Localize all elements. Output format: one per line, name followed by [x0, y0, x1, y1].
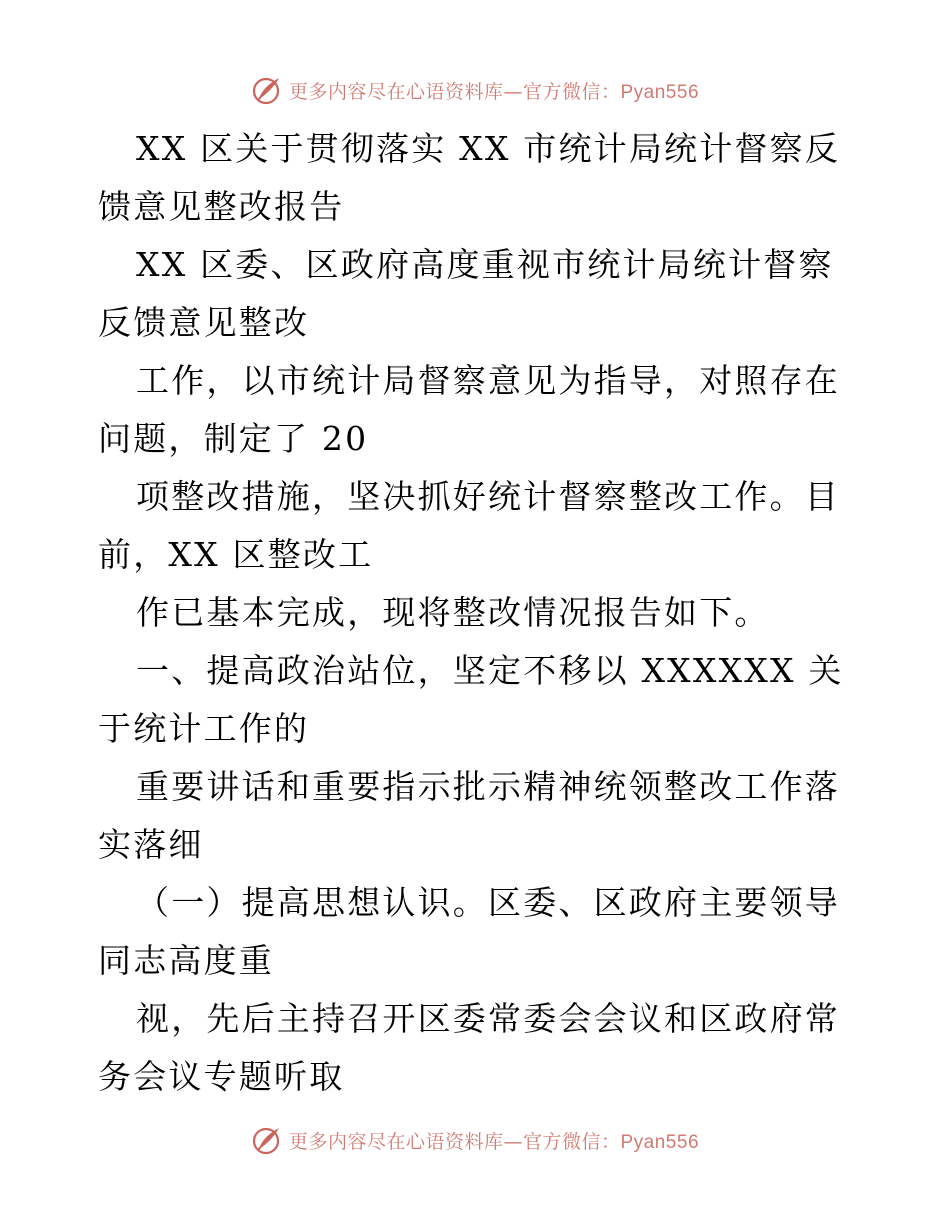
watermark-text: 更多内容尽在心语资料库—官方微信：Pyan556 — [288, 1130, 700, 1153]
paragraph: 工作，以市统计局督察意见为指导，对照存在问题，制定了 20 — [98, 361, 840, 458]
document-body — [98, 120, 858, 1106]
paragraph: 重要讲话和重要指示批示精神统领整改工作落实落细 — [98, 767, 840, 864]
quill-pen-logo-icon — [251, 1124, 283, 1156]
watermark-wechat-id: Pyan556 — [620, 1131, 700, 1153]
section-heading: 一、提高政治站位，坚定不移以 XXXXXX 关于统计工作的 — [98, 651, 844, 748]
watermark-text: 更多内容尽在心语资料库—官方微信：Pyan556 — [288, 80, 700, 103]
quill-pen-logo-icon — [251, 74, 283, 106]
paragraph: 项整改措施，坚决抓好统计督察整改工作。目前，XX 区整改工 — [98, 477, 840, 574]
paragraph: 视，先后主持召开区委常委会会议和区政府常务会议专题听取 — [98, 999, 840, 1096]
paragraph: XX 区委、区政府高度重视市统计局统计督察反馈意见整改 — [98, 245, 834, 342]
document-title: XX 区关于贯彻落实 XX 市统计局统计督察反馈意见整改报告 — [98, 129, 841, 226]
paragraph: 作已基本完成，现将整改情况报告如下。 — [136, 593, 770, 632]
watermark-wechat-id: Pyan556 — [620, 81, 700, 103]
footer-watermark — [0, 1120, 950, 1160]
header-watermark — [0, 70, 950, 110]
paragraph: （一）提高思想认识。区委、区政府主要领导同志高度重 — [98, 883, 840, 980]
